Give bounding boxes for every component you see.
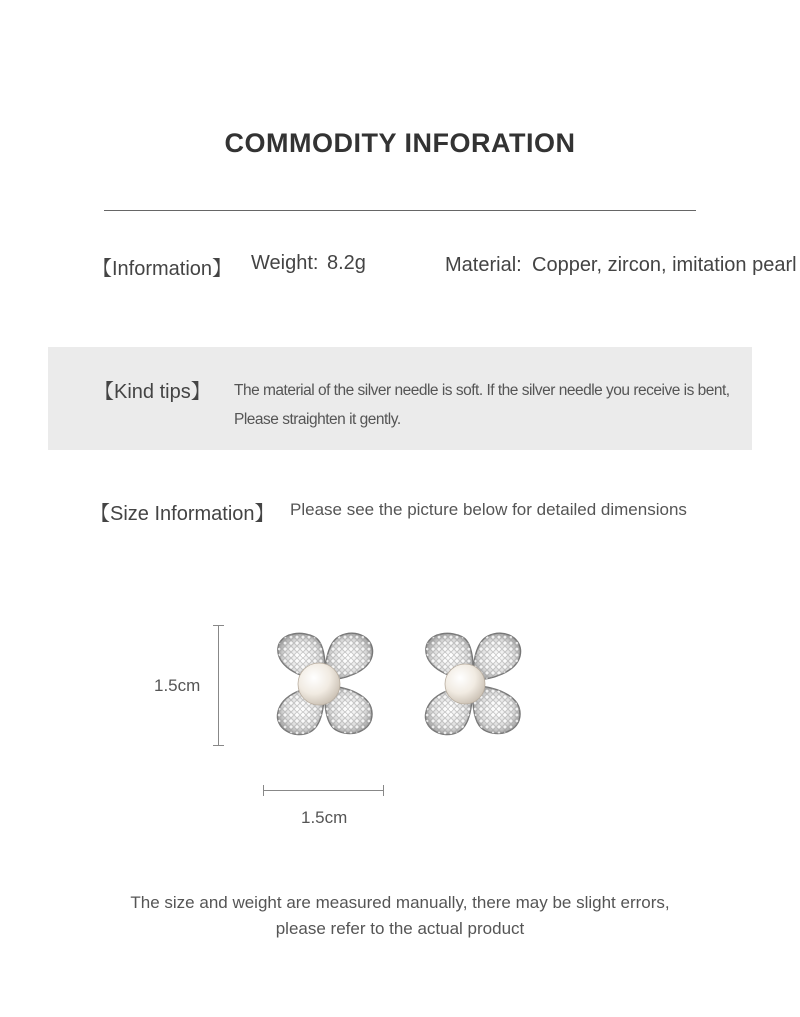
kind-tips-label: 【Kind tips】: [94, 381, 211, 403]
height-dimension-cap-bottom: [213, 745, 224, 746]
weight-label: Weight:: [251, 252, 319, 274]
width-dimension-cap-right: [383, 785, 384, 796]
width-dimension-label: 1.5cm: [301, 808, 348, 827]
earring-image-left: [270, 628, 380, 740]
material-value: Copper, zircon, imitation pearl: [532, 254, 797, 276]
height-dimension-cap-top: [213, 625, 224, 626]
footer-note: [0, 890, 800, 942]
page-title: COMMODITY INFORATION: [224, 128, 576, 158]
kind-tips-box: [48, 347, 752, 450]
information-label: 【Information】: [92, 258, 233, 280]
width-dimension-cap-left: [263, 785, 264, 796]
size-information-description: Please see the picture below for detailed dimensions: [290, 500, 687, 519]
title-divider: [104, 210, 696, 211]
width-dimension-line: [263, 790, 383, 791]
earring-image-right: [418, 628, 528, 740]
footer-line-1: The size and weight are measured manually, there may be slight errors,: [130, 893, 670, 912]
weight-value: 8.2g: [327, 252, 366, 274]
height-dimension-label: 1.5cm: [154, 676, 201, 695]
kind-tips-line-2: Please straighten it gently.: [234, 411, 401, 428]
footer-line-2: please refer to the actual product: [275, 919, 525, 938]
material-label: Material:: [445, 254, 522, 276]
kind-tips-text: [234, 376, 744, 434]
kind-tips-line-1: The material of the silver needle is soft. If the silver needle you receive is bent,: [234, 382, 730, 399]
size-information-label: 【Size Information】: [90, 503, 275, 525]
height-dimension-line: [218, 625, 219, 745]
